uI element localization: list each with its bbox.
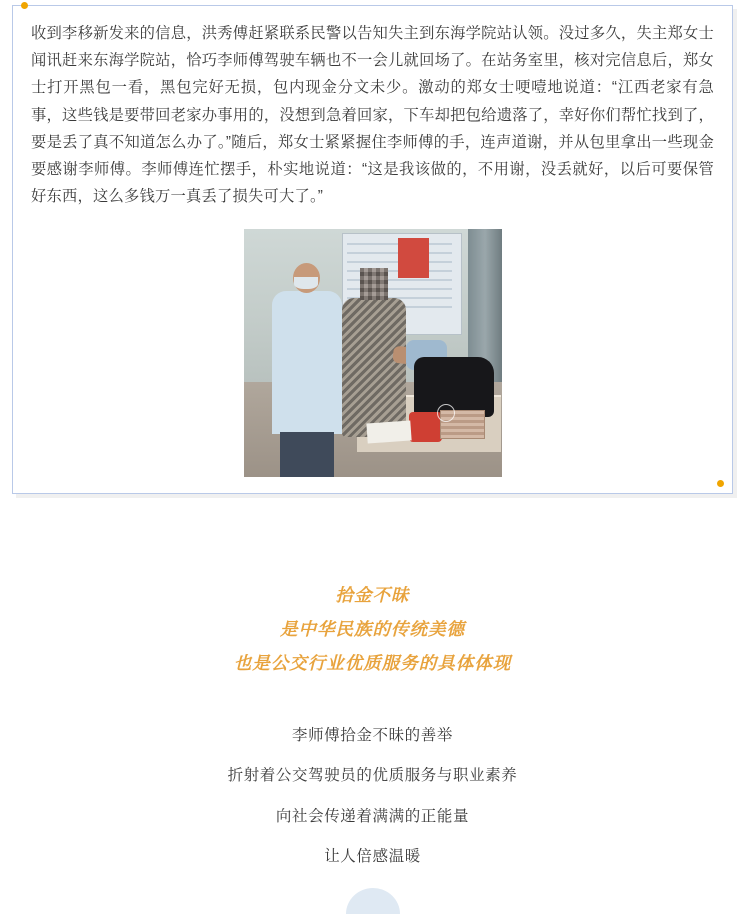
corner-dot-top-left-icon: [21, 2, 28, 9]
corner-dot-bottom-right-icon: [717, 480, 724, 487]
slogan-line: 拾金不昧: [335, 584, 410, 605]
photo-watermark-icon: [437, 404, 455, 422]
closing-line: 折射着公交驾驶员的优质服务与职业素养: [227, 767, 518, 785]
photo-driver-trousers: [280, 432, 334, 477]
closing-line: 李师傅拾金不昧的善举: [291, 726, 453, 744]
photo-driver-mask: [294, 277, 319, 289]
closing-line: 让人倍感温暖: [324, 847, 421, 865]
photo-document-paper: [367, 420, 412, 443]
closing-line: 向社会传递着满满的正能量: [275, 807, 470, 825]
slogan-block: [0, 578, 745, 680]
article-paragraph: 收到李移新发来的信息，洪秀傅赶紧联系民警以告知失主到东海学院站认领。没过多久，失主郑女士闻讯赶来东海学院站，恰巧李师傅驾驶车辆也不一会儿就回场了。在站务室里，核对完信息后，郑女士打开黑包一看，黑包完好无损，包内现金分文未少。激动的郑女士哽噎地说道：“江西老家有急事，这些钱是要带回老家办事用的，没想到急着回家，下车却把包给遗落了，幸好你们帮忙找到了，要是丢了真不知道怎么办了。”随后，郑女士紧紧握住李师傅的手，连声道谢，并从包里拿出一些现金要感谢李师傅。李师傅连忙摆手，朴实地说道：“这是我该做的，不用谢，没丢就好，以后可要保管好东西，这么多钱万一真丢了损失可大了。”: [31, 25, 714, 206]
photo-driver-body: [272, 291, 342, 435]
section-spacer: [0, 494, 745, 552]
photo-red-poster: [398, 238, 429, 278]
article-card: [12, 5, 733, 494]
slogan-line: 也是公交行业优质服务的具体体现: [233, 652, 512, 673]
article-photo-wrapper: [244, 229, 502, 477]
closing-block: [0, 716, 745, 877]
photo-face-mosaic: [360, 268, 388, 300]
photo-owner-body: [342, 298, 407, 437]
article-photo: [244, 229, 502, 477]
bottom-decoration-arc: [346, 888, 400, 914]
slogan-line: 是中华民族的传统美德: [280, 618, 465, 639]
